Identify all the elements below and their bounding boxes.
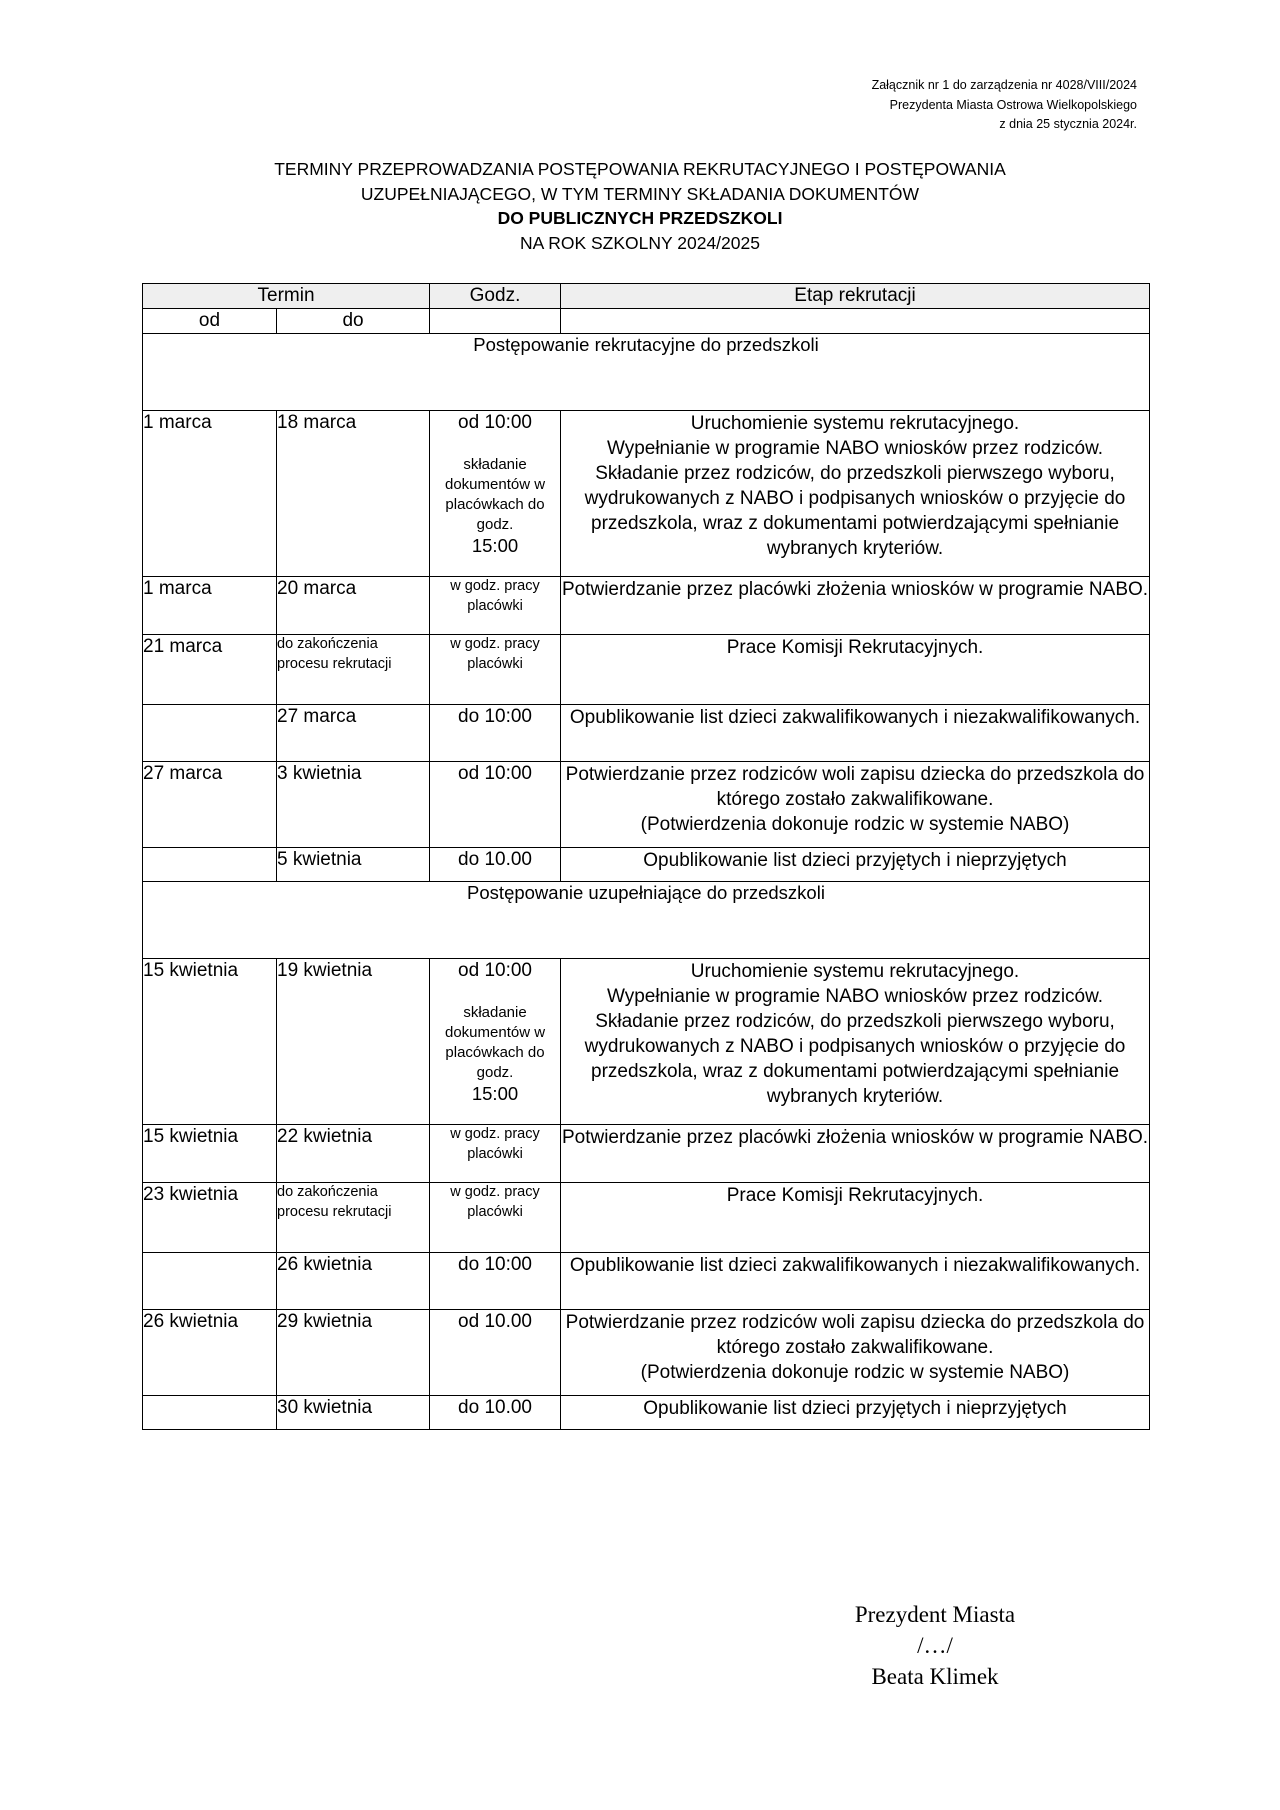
table-row: [143, 959, 1150, 1125]
stage-line: Wypełnianie w programie NABO wniosków przez rodziców.: [606, 986, 1104, 1007]
title-line-4: NA ROK SZKOLNY 2024/2025: [520, 232, 760, 253]
signature-line-1: Prezydent Miasta: [854, 1602, 1016, 1627]
attachment-line-3: z dnia 25 stycznia 2024r.: [999, 117, 1137, 131]
hours: od 10:00: [430, 762, 561, 848]
stage-line: Potwierdzanie przez rodziców woli zapisu dziecka do przedszkola do którego zostało zakwalifikowane.: [565, 764, 1145, 810]
hours: [430, 411, 561, 577]
header-row-1: [143, 284, 1150, 309]
header-row-2: [143, 309, 1150, 334]
stage-line: (Potwierdzenia dokonuje rodzic w systemie NABO): [640, 1362, 1070, 1383]
hours-main: od 10:00: [458, 960, 532, 981]
header-od: od: [143, 309, 277, 334]
table-row: [143, 1183, 1150, 1253]
stage-description: [561, 635, 1150, 705]
hours: w godz. pracy placówki: [430, 1125, 561, 1183]
hours: do 10.00: [430, 1396, 561, 1430]
date-to: 22 kwietnia: [277, 1125, 430, 1183]
stage-line: Prace Komisji Rekrutacyjnych.: [726, 637, 984, 658]
date-to: 27 marca: [277, 705, 430, 762]
stage-description: [561, 762, 1150, 848]
stage-description: [561, 848, 1150, 882]
table-row: [143, 705, 1150, 762]
stage-description: [561, 1125, 1150, 1183]
title-line-3: DO PUBLICZNYCH PRZEDSZKOLI: [497, 208, 783, 228]
stage-description: [561, 705, 1150, 762]
date-to: 26 kwietnia: [277, 1253, 430, 1310]
table-row: [143, 1253, 1150, 1310]
date-from: 15 kwietnia: [143, 959, 277, 1125]
date-to: 20 marca: [277, 577, 430, 635]
attachment-note: [872, 76, 1137, 135]
date-from: 23 kwietnia: [143, 1183, 277, 1253]
hours-main: od 10:00: [458, 412, 532, 433]
hours: do 10.00: [430, 848, 561, 882]
date-to: do zakończenia procesu rekrutacji: [277, 635, 430, 705]
stage-description: [561, 959, 1150, 1125]
stage-description: [561, 411, 1150, 577]
section-2: [143, 882, 1150, 1430]
stage-line: Opublikowanie list dzieci zakwalifikowanych i niezakwalifikowanych.: [569, 707, 1141, 728]
section-title: Postępowanie rekrutacyjne do przedszkoli: [143, 334, 1150, 411]
stage-line: Uruchomienie systemu rekrutacyjnego.: [690, 413, 1020, 434]
stage-line: Prace Komisji Rekrutacyjnych.: [726, 1185, 984, 1206]
hours: [430, 959, 561, 1125]
hours-note-time: 15:00: [471, 535, 519, 556]
attachment-line-1: Załącznik nr 1 do zarządzenia nr 4028/VIII/2024: [871, 78, 1137, 92]
date-from: [143, 1253, 277, 1310]
section-title: Postępowanie uzupełniające do przedszkoli: [143, 882, 1150, 959]
date-from: [143, 848, 277, 882]
hours: w godz. pracy placówki: [430, 635, 561, 705]
section-title-row: [143, 334, 1150, 411]
table-row: [143, 762, 1150, 848]
stage-description: [561, 1253, 1150, 1310]
table-row: [143, 1125, 1150, 1183]
date-from: [143, 1396, 277, 1430]
title-line-1: TERMINY PRZEPROWADZANIA POSTĘPOWANIA REKRUTACYJNEGO I POSTĘPOWANIA: [274, 159, 1006, 179]
table-row: [143, 577, 1150, 635]
section-1: [143, 334, 1150, 882]
header-godz: Godz.: [430, 284, 561, 309]
date-to: 3 kwietnia: [277, 762, 430, 848]
hours-note-time: 15:00: [471, 1083, 519, 1104]
date-from: 1 marca: [143, 411, 277, 577]
header-do: do: [277, 309, 430, 334]
stage-line: Potwierdzanie przez placówki złożenia wniosków w programie NABO.: [561, 579, 1149, 600]
stage-line: Składanie przez rodziców, do przedszkoli pierwszego wyboru, wydrukowanych z NABO i podpisanych wniosków o przyjęcie do przedszkola, wraz z dokumentami potwierdzającymi spełnianie wybranych kryteriów.: [584, 1011, 1126, 1107]
date-from: 21 marca: [143, 635, 277, 705]
stage-line: Uruchomienie systemu rekrutacyjnego.: [690, 961, 1020, 982]
title-line-2: UZUPEŁNIAJĄCEGO, W TYM TERMINY SKŁADANIA DOKUMENTÓW: [360, 183, 920, 204]
date-to: 19 kwietnia: [277, 959, 430, 1125]
table-row: [143, 1396, 1150, 1430]
document-title: [0, 157, 1280, 255]
signature-line-3: Beata Klimek: [871, 1664, 999, 1689]
date-to: do zakończenia procesu rekrutacji: [277, 1183, 430, 1253]
hours-note: składanie dokumentów w placówkach do godz.: [444, 456, 546, 533]
header-blank: [430, 309, 561, 334]
date-to: 18 marca: [277, 411, 430, 577]
stage-description: [561, 1396, 1150, 1430]
date-to: 5 kwietnia: [277, 848, 430, 882]
stage-description: [561, 1183, 1150, 1253]
date-from: [143, 705, 277, 762]
date-to: 30 kwietnia: [277, 1396, 430, 1430]
stage-line: Potwierdzanie przez rodziców woli zapisu dziecka do przedszkola do którego zostało zakwalifikowane.: [565, 1312, 1145, 1358]
table-row: [143, 1310, 1150, 1396]
signature-line-2: /…/: [917, 1633, 953, 1658]
table-row: [143, 411, 1150, 577]
signature: [778, 1599, 1092, 1692]
table-row: [143, 848, 1150, 882]
stage-line: Składanie przez rodziców, do przedszkoli pierwszego wyboru, wydrukowanych z NABO i podpisanych wniosków o przyjęcie do przedszkola, wraz z dokumentami potwierdzającymi spełnianie wybranych kryteriów.: [584, 463, 1126, 559]
hours: od 10.00: [430, 1310, 561, 1396]
stage-line: Opublikowanie list dzieci zakwalifikowanych i niezakwalifikowanych.: [569, 1255, 1141, 1276]
stage-description: [561, 577, 1150, 635]
attachment-line-2: Prezydenta Miasta Ostrowa Wielkopolskiego: [889, 97, 1137, 112]
hours: w godz. pracy placówki: [430, 577, 561, 635]
schedule-table: [142, 283, 1150, 1430]
header-etap: Etap rekrutacji: [561, 284, 1150, 309]
date-from: 1 marca: [143, 577, 277, 635]
date-from: 15 kwietnia: [143, 1125, 277, 1183]
stage-line: Opublikowanie list dzieci przyjętych i nieprzyjętych: [643, 1398, 1067, 1419]
hours-note: składanie dokumentów w placówkach do godz.: [444, 1004, 546, 1081]
date-to: 29 kwietnia: [277, 1310, 430, 1396]
date-from: 26 kwietnia: [143, 1310, 277, 1396]
date-from: 27 marca: [143, 762, 277, 848]
hours: do 10:00: [430, 1253, 561, 1310]
stage-line: Wypełnianie w programie NABO wniosków przez rodziców.: [606, 438, 1104, 459]
stage-line: Potwierdzanie przez placówki złożenia wniosków w programie NABO.: [561, 1127, 1149, 1148]
table-row: [143, 635, 1150, 705]
header-blank: [561, 309, 1150, 334]
header-termin: Termin: [143, 284, 430, 309]
hours: do 10:00: [430, 705, 561, 762]
stage-line: (Potwierdzenia dokonuje rodzic w systemie NABO): [640, 814, 1070, 835]
stage-description: [561, 1310, 1150, 1396]
hours: w godz. pracy placówki: [430, 1183, 561, 1253]
stage-line: Opublikowanie list dzieci przyjętych i nieprzyjętych: [643, 850, 1067, 871]
section-title-row: [143, 882, 1150, 959]
